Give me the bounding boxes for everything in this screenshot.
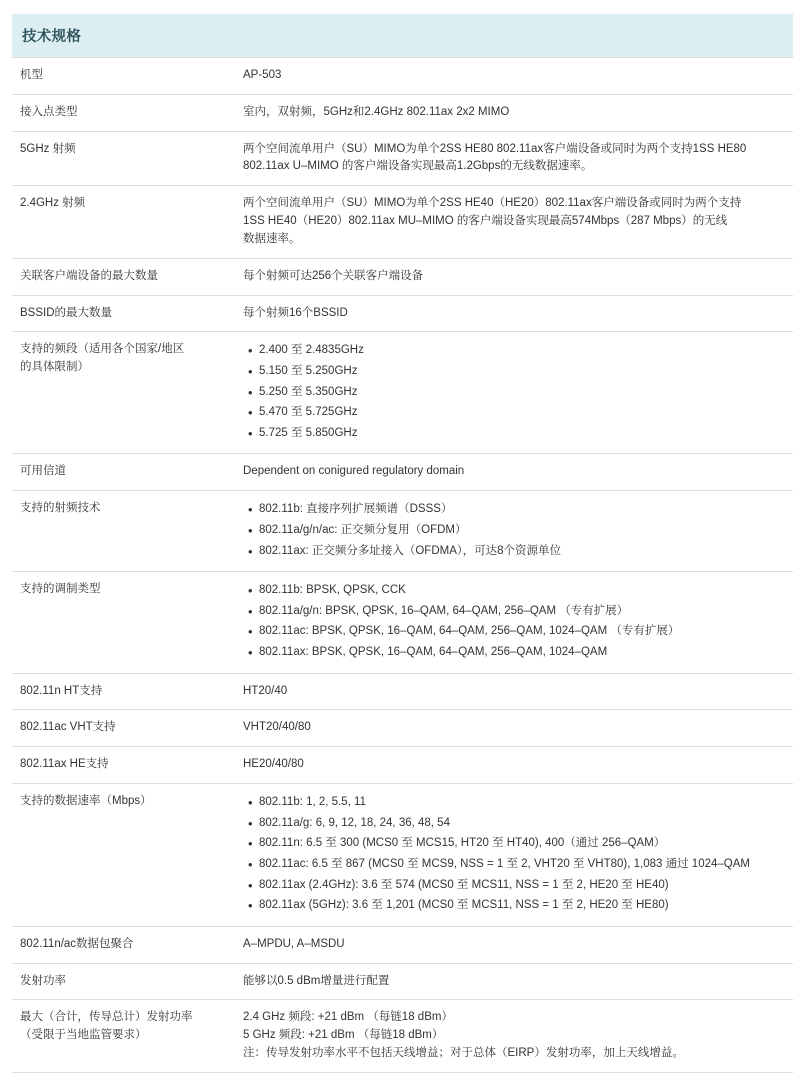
table-row xyxy=(12,295,793,332)
spec-value xyxy=(235,131,793,186)
spec-table-body xyxy=(12,58,793,1073)
list-item: • 802.11b: BPSK, QPSK, CCK xyxy=(259,581,785,602)
table-row xyxy=(12,94,793,131)
spec-value-line: 5 GHz 频段: +21 dBm （每链18 dBm） xyxy=(243,1029,444,1042)
spec-key: 支持的数据速率（Mbps） xyxy=(12,784,235,927)
table-row xyxy=(12,258,793,295)
spec-value: 室内，双射频，5GHz和2.4GHz 802.11ax 2x2 MIMO xyxy=(235,94,793,131)
table-row xyxy=(12,673,793,710)
list-item: • 5.250 至 5.350GHz xyxy=(259,383,785,404)
spec-key: 可用信道 xyxy=(12,454,235,491)
spec-value xyxy=(235,186,793,258)
list-item: • 5.470 至 5.725GHz xyxy=(259,403,785,424)
spec-value xyxy=(235,332,793,454)
table-row xyxy=(12,926,793,963)
spec-key-line: 最大（合计，传导总计）发射功率 xyxy=(20,1011,193,1024)
spec-key: 802.11n HT支持 xyxy=(12,673,235,710)
table-row xyxy=(12,332,793,454)
spec-key: BSSID的最大数量 xyxy=(12,295,235,332)
spec-key: 2.4GHz 射频 xyxy=(12,186,235,258)
table-row xyxy=(12,58,793,95)
spec-value-line: 2.4 GHz 频段: +21 dBm （每链18 dBm） xyxy=(243,1011,453,1024)
spec-key-line: 支持的频段（适用各个国家/地区 xyxy=(20,343,185,356)
table-row xyxy=(12,454,793,491)
spec-value-line: 两个空间流单用户（SU）MIMO为单个2SS HE40（HE20）802.11ax客户端设备或同时为两个支持 xyxy=(243,197,742,210)
spec-key-line: （受限于当地监管要求） xyxy=(20,1029,147,1042)
spec-key-line: 的具体限制） xyxy=(20,361,89,374)
spec-bullet-list xyxy=(243,581,785,664)
list-item: • 5.725 至 5.850GHz xyxy=(259,424,785,445)
spec-value: AP-503 xyxy=(235,58,793,95)
spec-value-line: 两个空间流单用户（SU）MIMO为单个2SS HE80 802.11ax客户端设备或同时为两个支持1SS HE80 xyxy=(243,142,747,155)
spec-value: HT20/40 xyxy=(235,673,793,710)
spec-value-line: 注：传导发射功率水平不包括天线增益；对于总体（EIRP）发射功率，加上天线增益。 xyxy=(243,1047,684,1060)
spec-value: 每个射频可达256个关联客户端设备 xyxy=(235,258,793,295)
list-item: • 802.11ac: BPSK, QPSK, 16–QAM, 64–QAM, 256–QAM, 1024–QAM （专有扩展） xyxy=(259,622,785,643)
spec-table xyxy=(12,57,793,1073)
table-row xyxy=(12,1000,793,1072)
table-row xyxy=(12,131,793,186)
table-row xyxy=(12,747,793,784)
spec-value: HE20/40/80 xyxy=(235,747,793,784)
list-item: • 802.11a/g/n/ac: 正交频分复用（OFDM） xyxy=(259,521,785,542)
list-item: • 802.11a/g: 6, 9, 12, 18, 24, 36, 48, 54 xyxy=(259,814,785,835)
spec-bullet-list xyxy=(243,793,785,917)
table-row xyxy=(12,572,793,674)
list-item: • 802.11a/g/n: BPSK, QPSK, 16–QAM, 64–QAM, 256–QAM （专有扩展） xyxy=(259,602,785,623)
spec-value xyxy=(235,1000,793,1072)
list-item: • 5.150 至 5.250GHz xyxy=(259,362,785,383)
spec-value: Dependent on conigured regulatory domain xyxy=(235,454,793,491)
spec-key: 802.11ac VHT支持 xyxy=(12,710,235,747)
list-item: • 802.11n: 6.5 至 300 (MCS0 至 MCS15, HT20 至 HT40), 400（通过 256–QAM） xyxy=(259,834,785,855)
spec-value: 每个射频16个BSSID xyxy=(235,295,793,332)
spec-key: 802.11ax HE支持 xyxy=(12,747,235,784)
table-row xyxy=(12,491,793,572)
spec-key: 关联客户端设备的最大数量 xyxy=(12,258,235,295)
spec-key: 机型 xyxy=(12,58,235,95)
table-row xyxy=(12,784,793,927)
table-row xyxy=(12,710,793,747)
spec-key xyxy=(12,1000,235,1072)
spec-bullet-list xyxy=(243,341,785,444)
spec-key: 5GHz 射频 xyxy=(12,131,235,186)
list-item: • 802.11b: 直接序列扩展频谱（DSSS） xyxy=(259,500,785,521)
table-row xyxy=(12,186,793,258)
list-item: • 802.11ac: 6.5 至 867 (MCS0 至 MCS9, NSS = 1 至 2, VHT20 至 VHT80), 1,083 通过 1024–QAM xyxy=(259,855,785,876)
spec-key: 发射功率 xyxy=(12,963,235,1000)
spec-key: 802.11n/ac数据包聚合 xyxy=(12,926,235,963)
spec-value-line: 数据速率。 xyxy=(243,232,301,245)
spec-value xyxy=(235,784,793,927)
section-title: 技术规格 xyxy=(12,14,793,57)
spec-value-line: 1SS HE40（HE20）802.11ax MU–MIMO 的客户端设备实现最高574Mbps（287 Mbps）的无线 xyxy=(243,215,728,228)
list-item: • 2.400 至 2.4835GHz xyxy=(259,341,785,362)
list-item: • 802.11b: 1, 2, 5.5, 11 xyxy=(259,793,785,814)
spec-key: 支持的调制类型 xyxy=(12,572,235,674)
spec-bullet-list xyxy=(243,500,785,562)
spec-value: 能够以0.5 dBm增量进行配置 xyxy=(235,963,793,1000)
spec-key xyxy=(12,332,235,454)
spec-value xyxy=(235,572,793,674)
spec-value: VHT20/40/80 xyxy=(235,710,793,747)
list-item: • 802.11ax (2.4GHz): 3.6 至 574 (MCS0 至 MCS11, NSS = 1 至 2, HE20 至 HE40) xyxy=(259,876,785,897)
spec-key: 支持的射频技术 xyxy=(12,491,235,572)
spec-value-line: 802.11ax U–MIMO 的客户端设备实现最高1.2Gbps的无线数据速率。 xyxy=(243,160,593,173)
list-item: • 802.11ax (5GHz): 3.6 至 1,201 (MCS0 至 MCS11, NSS = 1 至 2, HE20 至 HE80) xyxy=(259,896,785,917)
table-row xyxy=(12,963,793,1000)
spec-key: 接入点类型 xyxy=(12,94,235,131)
spec-value xyxy=(235,491,793,572)
spec-value: A–MPDU, A–MSDU xyxy=(235,926,793,963)
list-item: • 802.11ax: 正交频分多址接入（OFDMA），可达8个资源单位 xyxy=(259,542,785,563)
list-item: • 802.11ax: BPSK, QPSK, 16–QAM, 64–QAM, 256–QAM, 1024–QAM xyxy=(259,643,785,664)
